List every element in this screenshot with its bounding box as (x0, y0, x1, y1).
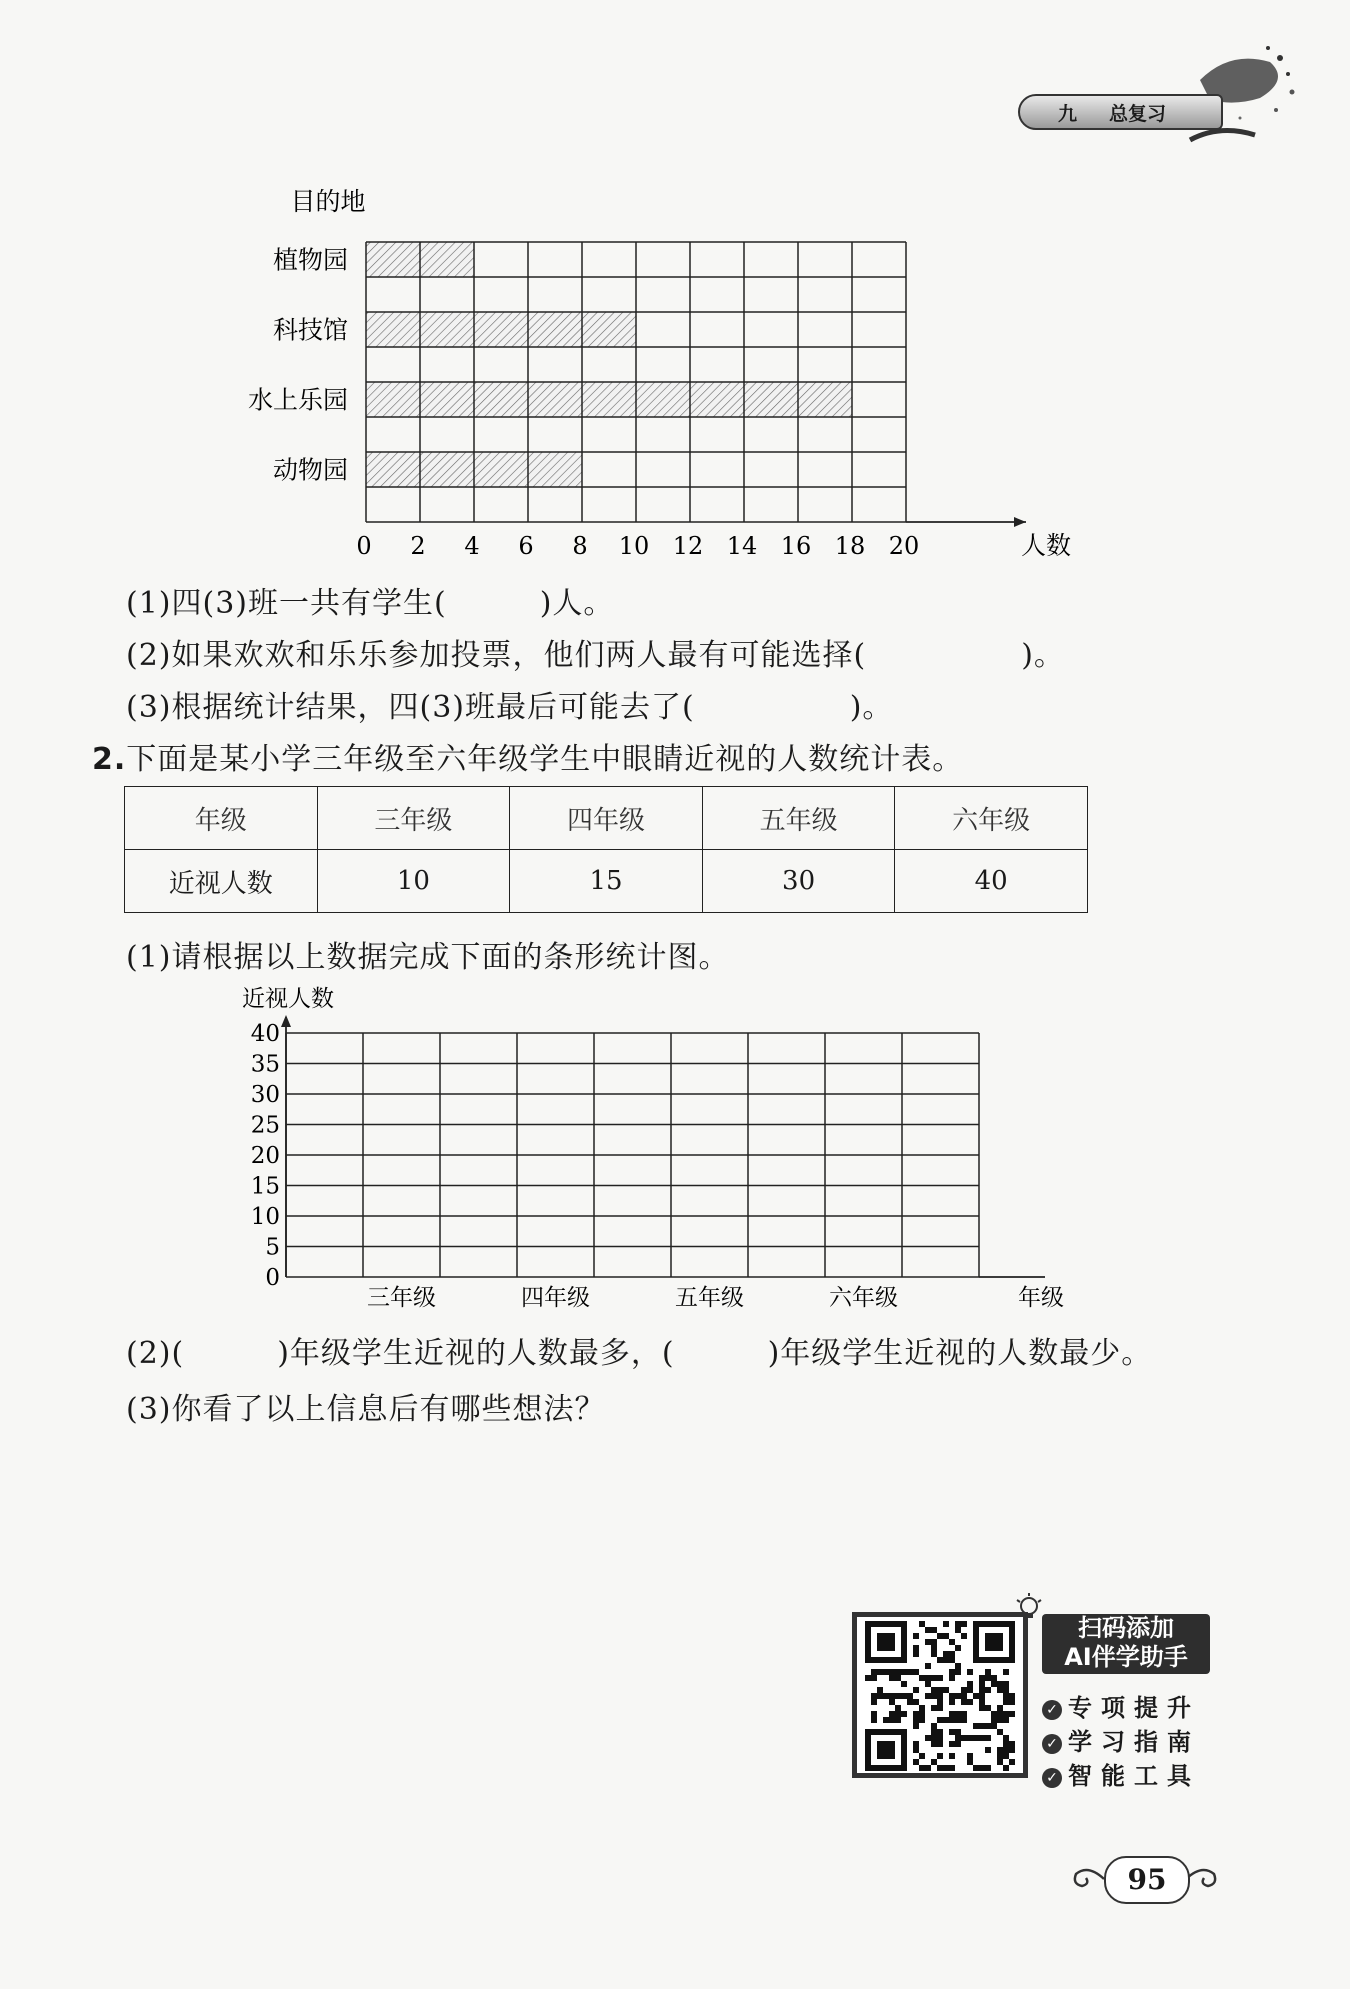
qr-module (961, 1693, 967, 1699)
qr-module (931, 1723, 937, 1729)
qr-module (931, 1627, 937, 1633)
qr-module (895, 1693, 901, 1699)
check-icon: ✓ (1042, 1768, 1062, 1788)
qr-module (925, 1675, 931, 1681)
qr-module (1003, 1735, 1009, 1741)
qr-module (889, 1693, 895, 1699)
qr-module (997, 1705, 1003, 1711)
qr-module (967, 1699, 973, 1705)
qr-module (955, 1627, 961, 1633)
qr-module (877, 1687, 883, 1693)
qr-module (949, 1765, 955, 1771)
chapter-title: 总复习 (1109, 102, 1167, 125)
qr-module (871, 1669, 877, 1675)
tick-label: 15 (250, 1173, 280, 1200)
qr-code[interactable] (852, 1612, 1028, 1778)
qr-module (985, 1735, 991, 1741)
qr-module (991, 1717, 997, 1723)
qr-module (943, 1717, 949, 1723)
qr-module (913, 1759, 919, 1765)
qr-module (985, 1669, 991, 1675)
qr-module (937, 1741, 943, 1747)
qr-module (913, 1699, 919, 1705)
qr-module (931, 1645, 937, 1651)
promo-feature (1042, 1688, 1200, 1723)
qr-module (997, 1681, 1003, 1687)
qr-module (943, 1633, 949, 1639)
qr-module (889, 1711, 895, 1717)
qr-module (931, 1651, 937, 1657)
qr-module (949, 1651, 955, 1657)
qr-module (943, 1651, 949, 1657)
qr-module (931, 1735, 937, 1741)
qr-module (907, 1699, 913, 1705)
qr-module (997, 1711, 1003, 1717)
category-label: 科技馆 (272, 315, 348, 345)
qr-module (901, 1669, 907, 1675)
qr-module (937, 1657, 943, 1663)
category-label: 植物园 (272, 245, 348, 275)
page-number: 95 (1104, 1856, 1190, 1904)
qr-module (973, 1735, 979, 1741)
qr-module (949, 1657, 955, 1663)
qr-module (949, 1741, 955, 1747)
q2-sub2: (2)( )年级学生近视的人数最多，( )年级学生近视的人数最少。 (126, 1336, 1153, 1371)
q1-sub1: (1)四(3)班一共有学生( )人。 (126, 586, 615, 621)
qr-module (997, 1729, 1003, 1735)
qr-module (907, 1669, 913, 1675)
x-axis-label: 人数 (1020, 531, 1072, 560)
qr-module (913, 1717, 919, 1723)
qr-module (931, 1729, 937, 1735)
qr-module (1009, 1711, 1015, 1717)
x-axis-label: 年级 (1018, 1285, 1064, 1311)
qr-module (871, 1693, 877, 1699)
tick-label: 8 (572, 532, 588, 560)
qr-module (991, 1681, 997, 1687)
qr-module (937, 1675, 943, 1681)
table-cell: 30 (702, 850, 895, 913)
qr-module (1003, 1681, 1009, 1687)
qr-module (979, 1705, 985, 1711)
tick-label: 0 (265, 1265, 280, 1291)
qr-module (937, 1687, 943, 1693)
qr-module (913, 1645, 919, 1651)
qr-module (913, 1723, 919, 1729)
qr-module (949, 1669, 955, 1675)
tick-label: 40 (250, 1021, 280, 1047)
promo-feature (1042, 1722, 1200, 1757)
qr-module (955, 1693, 961, 1699)
qr-module (955, 1645, 961, 1651)
qr-module (967, 1687, 973, 1693)
qr-module (967, 1669, 973, 1675)
tick-label: 16 (780, 532, 812, 560)
qr-module (961, 1633, 967, 1639)
qr-module (991, 1723, 997, 1729)
qr-module (997, 1687, 1003, 1693)
qr-module (877, 1693, 883, 1699)
qr-module (913, 1633, 919, 1639)
qr-module (955, 1669, 961, 1675)
qr-module (1003, 1711, 1009, 1717)
qr-module (973, 1723, 979, 1729)
qr-module (913, 1651, 919, 1657)
qr-module (967, 1681, 973, 1687)
qr-module (901, 1681, 907, 1687)
qr-module (985, 1675, 991, 1681)
tick-label: 20 (888, 532, 920, 560)
qr-module (919, 1621, 925, 1627)
qr-module (961, 1711, 967, 1717)
tick-label: 30 (250, 1082, 280, 1108)
qr-module (973, 1693, 979, 1699)
category-label: 水上乐园 (247, 385, 348, 415)
qr-module (889, 1717, 895, 1723)
tick-label: 25 (250, 1112, 280, 1139)
qr-module (871, 1675, 877, 1681)
qr-module (997, 1753, 1003, 1759)
qr-module (913, 1711, 919, 1717)
qr-module (883, 1669, 889, 1675)
bar (366, 382, 852, 417)
category-label: 五年级 (675, 1285, 744, 1311)
promo-feature-label: 学习指南 (1068, 1727, 1200, 1756)
tick-label: 6 (518, 532, 534, 560)
tick-label: 0 (356, 532, 372, 560)
qr-module (871, 1711, 877, 1717)
qr-module (913, 1741, 919, 1747)
table-row (125, 850, 1088, 913)
category-label: 四年级 (521, 1285, 590, 1311)
qr-module (991, 1711, 997, 1717)
table-cell: 三年级 (317, 787, 510, 850)
qr-module (931, 1675, 937, 1681)
qr-module (1009, 1741, 1015, 1747)
qr-module (871, 1717, 877, 1723)
qr-module (931, 1741, 937, 1747)
qr-module (919, 1711, 925, 1717)
qr-module (913, 1687, 919, 1693)
qr-module (919, 1717, 925, 1723)
category-label: 三年级 (367, 1285, 436, 1311)
qr-module (979, 1687, 985, 1693)
qr-module (871, 1699, 877, 1705)
qr-module (889, 1675, 895, 1681)
qr-module (883, 1693, 889, 1699)
qr-module (979, 1723, 985, 1729)
qr-module (931, 1639, 937, 1645)
qr-module (1009, 1699, 1015, 1705)
qr-module (985, 1747, 991, 1753)
qr-module (907, 1693, 913, 1699)
qr-module (1003, 1669, 1009, 1675)
myopia-bar-chart (220, 975, 1080, 1315)
lightbulb-icon (1014, 1592, 1044, 1622)
qr-module (955, 1735, 961, 1741)
qr-module (925, 1639, 931, 1645)
qr-module (883, 1717, 889, 1723)
qr-module (901, 1711, 907, 1717)
qr-module (955, 1717, 961, 1723)
qr-module (985, 1765, 991, 1771)
qr-module (997, 1747, 1003, 1753)
qr-module (889, 1699, 895, 1705)
qr-module (943, 1687, 949, 1693)
qr-module (937, 1699, 943, 1705)
category-label: 动物园 (272, 455, 348, 485)
qr-module (955, 1621, 961, 1627)
qr-module (895, 1669, 901, 1675)
qr-module (865, 1675, 871, 1681)
qr-module (955, 1711, 961, 1717)
qr-module (949, 1693, 955, 1699)
table-header-row (125, 787, 1088, 850)
qr-module (919, 1753, 925, 1759)
qr-module (1009, 1747, 1015, 1753)
qr-module (919, 1675, 925, 1681)
tick-label: 10 (618, 532, 650, 560)
qr-finder (877, 1633, 895, 1651)
tick-label: 12 (672, 532, 704, 560)
qr-module (967, 1753, 973, 1759)
q2-stem (92, 734, 963, 778)
qr-module (1003, 1693, 1009, 1699)
qr-module (889, 1669, 895, 1675)
promo-feature (1042, 1756, 1200, 1791)
qr-code-icon (857, 1617, 1023, 1773)
y-axis-label: 目的地 (290, 187, 366, 216)
qr-module (991, 1675, 997, 1681)
qr-module (931, 1693, 937, 1699)
promo-title-line1: 扫码添加 (1078, 1614, 1174, 1642)
qr-module (961, 1717, 967, 1723)
tick-label: 2 (410, 532, 426, 560)
check-icon: ✓ (1042, 1734, 1062, 1754)
qr-module (937, 1693, 943, 1699)
qr-module (931, 1705, 937, 1711)
qr-module (925, 1693, 931, 1699)
qr-module (925, 1765, 931, 1771)
qr-module (925, 1627, 931, 1633)
qr-module (985, 1687, 991, 1693)
qr-module (901, 1693, 907, 1699)
qr-module (1003, 1717, 1009, 1723)
qr-module (913, 1747, 919, 1753)
qr-module (949, 1729, 955, 1735)
qr-module (937, 1753, 943, 1759)
category-label: 六年级 (829, 1285, 898, 1311)
qr-module (943, 1765, 949, 1771)
promo-title-line2: AI伴学助手 (1064, 1643, 1188, 1671)
tick-label: 5 (265, 1234, 280, 1261)
tick-label: 4 (464, 532, 480, 560)
qr-module (937, 1717, 943, 1723)
qr-module (943, 1621, 949, 1627)
promo-title (1042, 1614, 1210, 1674)
qr-module (919, 1765, 925, 1771)
qr-module (949, 1675, 955, 1681)
table-cell: 40 (895, 850, 1088, 913)
qr-module (949, 1639, 955, 1645)
qr-module (979, 1699, 985, 1705)
qr-module (937, 1765, 943, 1771)
tick-label: 18 (834, 532, 866, 560)
qr-module (997, 1759, 1003, 1765)
qr-module (925, 1681, 931, 1687)
tick-label: 14 (726, 532, 758, 560)
qr-module (895, 1705, 901, 1711)
myopia-table (124, 786, 1088, 913)
qr-module (979, 1681, 985, 1687)
qr-module (895, 1711, 901, 1717)
q1-sub2: (2)如果欢欢和乐乐参加投票，他们两人最有可能选择( )。 (126, 638, 1065, 673)
destination-bar-chart (220, 180, 1100, 580)
table-cell: 年级 (125, 787, 318, 850)
qr-module (877, 1669, 883, 1675)
bar (366, 312, 636, 347)
x-axis-arrow (1014, 517, 1026, 527)
check-icon: ✓ (1042, 1700, 1062, 1720)
qr-module (925, 1663, 931, 1669)
qr-module (1003, 1753, 1009, 1759)
qr-module (997, 1717, 1003, 1723)
table-cell: 五年级 (702, 787, 895, 850)
y-axis-label: 近视人数 (242, 986, 334, 1012)
qr-module (1009, 1693, 1015, 1699)
qr-module (949, 1753, 955, 1759)
qr-module (1009, 1759, 1015, 1765)
qr-module (937, 1705, 943, 1711)
qr-module (979, 1675, 985, 1681)
qr-module (961, 1621, 967, 1627)
qr-module (895, 1675, 901, 1681)
promo-feature-label: 智能工具 (1068, 1761, 1200, 1790)
chapter-tab (1018, 94, 1223, 130)
q2-number: 2. (92, 742, 127, 777)
table-cell: 近视人数 (125, 850, 318, 913)
chapter-number: 九 (1058, 102, 1078, 125)
table-cell: 六年级 (895, 787, 1088, 850)
qr-module (949, 1699, 955, 1705)
tick-label: 35 (250, 1051, 280, 1078)
qr-module (913, 1669, 919, 1675)
table-cell: 15 (510, 850, 703, 913)
qr-module (979, 1693, 985, 1699)
qr-module (967, 1759, 973, 1765)
promo-feature-label: 专项提升 (1068, 1693, 1200, 1722)
qr-module (1003, 1741, 1009, 1747)
qr-module (985, 1723, 991, 1729)
qr-module (967, 1735, 973, 1741)
qr-module (949, 1717, 955, 1723)
qr-module (961, 1687, 967, 1693)
y-axis-arrow (281, 1015, 291, 1027)
qr-module (949, 1711, 955, 1717)
qr-module (1003, 1687, 1009, 1693)
qr-module (955, 1741, 961, 1747)
qr-module (1003, 1699, 1009, 1705)
qr-module (979, 1735, 985, 1741)
qr-module (955, 1663, 961, 1669)
qr-module (931, 1687, 937, 1693)
qr-module (1003, 1765, 1009, 1771)
qr-module (937, 1729, 943, 1735)
qr-module (973, 1765, 979, 1771)
q1-sub3: (3)根据统计结果，四(3)班最后可能去了( )。 (126, 690, 894, 725)
qr-module (943, 1657, 949, 1663)
qr-module (979, 1765, 985, 1771)
qr-module (931, 1759, 937, 1765)
qr-module (961, 1735, 967, 1741)
qr-module (961, 1699, 967, 1705)
qr-finder (877, 1741, 895, 1759)
qr-module (985, 1705, 991, 1711)
q2-text: 下面是某小学三年级至六年级学生中眼睛近视的人数统计表。 (126, 742, 964, 777)
tick-label: 10 (250, 1204, 280, 1230)
qr-module (955, 1729, 961, 1735)
qr-finder (985, 1633, 1003, 1651)
qr-module (919, 1705, 925, 1711)
table-cell: 四年级 (510, 787, 703, 850)
qr-module (1003, 1747, 1009, 1753)
tick-label: 20 (250, 1143, 280, 1169)
table-cell: 10 (317, 850, 510, 913)
q2-sub3: (3)你看了以上信息后有哪些想法？ (126, 1392, 606, 1427)
qr-module (895, 1717, 901, 1723)
qr-module (937, 1633, 943, 1639)
q2-sub1: (1)请根据以上数据完成下面的条形统计图。 (126, 940, 730, 975)
qr-module (925, 1735, 931, 1741)
qr-module (937, 1735, 943, 1741)
